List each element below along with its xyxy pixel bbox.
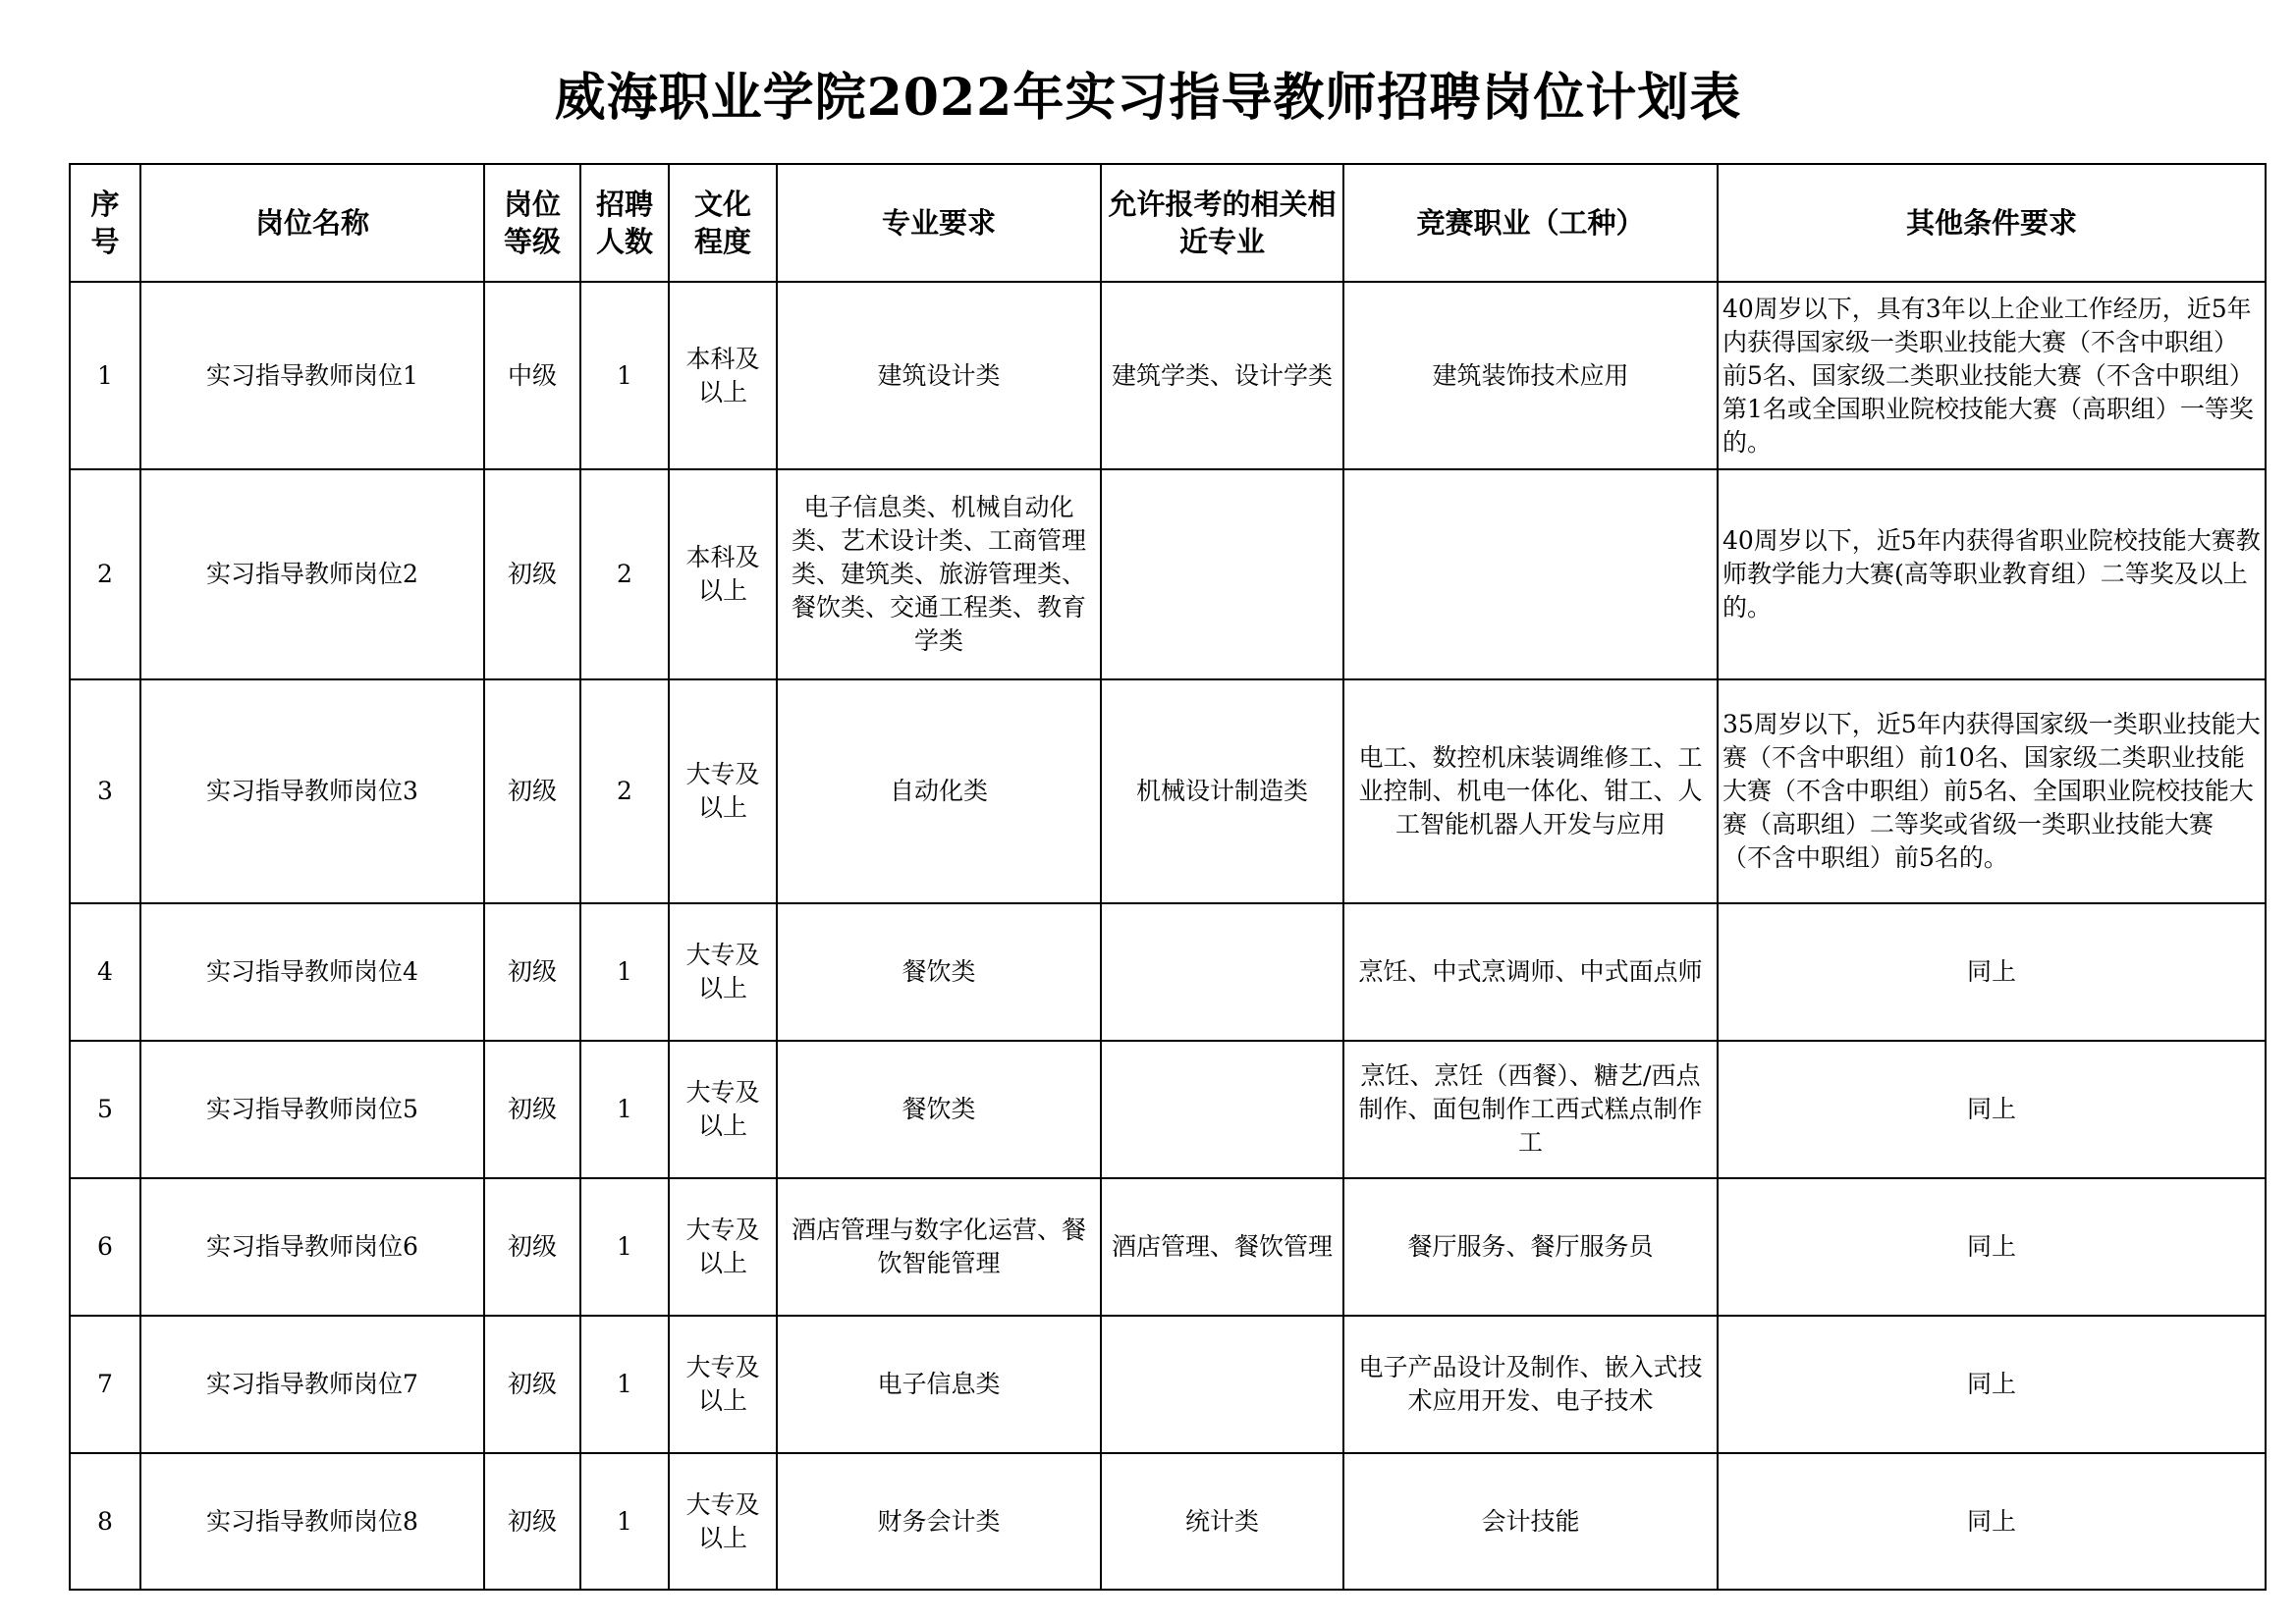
table-row — [70, 1041, 2266, 1178]
cell-name: 实习指导教师岗位3 — [140, 679, 484, 903]
cell-other: 35周岁以下，近5年内获得国家级一类职业技能大赛（不含中职组）前10名、国家级二类职业技能大赛（不含中职组）前5名、全国职业院校技能大赛（高职组）二等奖或省级一类职业技能大赛（不含中职组）前5名的。 — [1718, 679, 2266, 903]
cell-level: 初级 — [484, 1453, 580, 1590]
cell-level: 初级 — [484, 903, 580, 1041]
cell-count: 2 — [580, 679, 669, 903]
cell-level: 初级 — [484, 469, 580, 679]
cell-index: 7 — [70, 1316, 140, 1453]
table-row — [70, 1453, 2266, 1590]
cell-level: 初级 — [484, 1316, 580, 1453]
cell-related: 统计类 — [1101, 1453, 1343, 1590]
cell-other: 同上 — [1718, 1178, 2266, 1316]
cell-name: 实习指导教师岗位2 — [140, 469, 484, 679]
cell-count: 1 — [580, 1316, 669, 1453]
cell-education: 本科及以上 — [669, 469, 777, 679]
cell-level: 初级 — [484, 679, 580, 903]
cell-competition: 餐厅服务、餐厅服务员 — [1343, 1178, 1718, 1316]
cell-count: 1 — [580, 1453, 669, 1590]
cell-major: 电子信息类 — [777, 1316, 1101, 1453]
header-count: 招聘人数 — [580, 164, 669, 282]
cell-education: 大专及以上 — [669, 679, 777, 903]
cell-major: 餐饮类 — [777, 1041, 1101, 1178]
cell-related: 建筑学类、设计学类 — [1101, 282, 1343, 469]
cell-level: 初级 — [484, 1041, 580, 1178]
cell-name: 实习指导教师岗位1 — [140, 282, 484, 469]
cell-education: 大专及以上 — [669, 1178, 777, 1316]
cell-related — [1101, 903, 1343, 1041]
cell-major: 酒店管理与数字化运营、餐饮智能管理 — [777, 1178, 1101, 1316]
cell-name: 实习指导教师岗位5 — [140, 1041, 484, 1178]
cell-index: 3 — [70, 679, 140, 903]
cell-major: 餐饮类 — [777, 903, 1101, 1041]
cell-other: 同上 — [1718, 903, 2266, 1041]
header-related: 允许报考的相关相近专业 — [1101, 164, 1343, 282]
cell-related: 酒店管理、餐饮管理 — [1101, 1178, 1343, 1316]
cell-index: 8 — [70, 1453, 140, 1590]
table-row — [70, 1178, 2266, 1316]
cell-education: 大专及以上 — [669, 1316, 777, 1453]
cell-name: 实习指导教师岗位6 — [140, 1178, 484, 1316]
cell-other: 同上 — [1718, 1453, 2266, 1590]
cell-level: 初级 — [484, 1178, 580, 1316]
header-education: 文化程度 — [669, 164, 777, 282]
cell-other: 40周岁以下，近5年内获得省职业院校技能大赛教师教学能力大赛(高等职业教育组）二等奖及以上的。 — [1718, 469, 2266, 679]
cell-index: 1 — [70, 282, 140, 469]
cell-other: 40周岁以下，具有3年以上企业工作经历，近5年内获得国家级一类职业技能大赛（不含中职组）前5名、国家级二类职业技能大赛（不含中职组）第1名或全国职业院校技能大赛（高职组）一等奖的。 — [1718, 282, 2266, 469]
cell-other: 同上 — [1718, 1316, 2266, 1453]
cell-related: 机械设计制造类 — [1101, 679, 1343, 903]
cell-major: 自动化类 — [777, 679, 1101, 903]
cell-education: 大专及以上 — [669, 1041, 777, 1178]
cell-major: 建筑设计类 — [777, 282, 1101, 469]
table-row — [70, 679, 2266, 903]
table-row — [70, 469, 2266, 679]
cell-other: 同上 — [1718, 1041, 2266, 1178]
table-row — [70, 903, 2266, 1041]
header-competition: 竞赛职业（工种） — [1343, 164, 1718, 282]
cell-count: 2 — [580, 469, 669, 679]
recruitment-plan-table — [69, 163, 2267, 1591]
header-level: 岗位等级 — [484, 164, 580, 282]
table-row — [70, 282, 2266, 469]
cell-related — [1101, 1041, 1343, 1178]
cell-education: 本科及以上 — [669, 282, 777, 469]
cell-competition: 建筑装饰技术应用 — [1343, 282, 1718, 469]
cell-count: 1 — [580, 1041, 669, 1178]
cell-competition: 烹饪、中式烹调师、中式面点师 — [1343, 903, 1718, 1041]
cell-name: 实习指导教师岗位7 — [140, 1316, 484, 1453]
header-index: 序号 — [70, 164, 140, 282]
cell-competition: 电子产品设计及制作、嵌入式技术应用开发、电子技术 — [1343, 1316, 1718, 1453]
cell-index: 5 — [70, 1041, 140, 1178]
cell-competition: 烹饪、烹饪（西餐）、糖艺/西点制作、面包制作工西式糕点制作工 — [1343, 1041, 1718, 1178]
cell-competition: 会计技能 — [1343, 1453, 1718, 1590]
cell-index: 2 — [70, 469, 140, 679]
cell-related — [1101, 1316, 1343, 1453]
cell-name: 实习指导教师岗位4 — [140, 903, 484, 1041]
cell-count: 1 — [580, 903, 669, 1041]
cell-competition: 电工、数控机床装调维修工、工业控制、机电一体化、钳工、人工智能机器人开发与应用 — [1343, 679, 1718, 903]
cell-index: 6 — [70, 1178, 140, 1316]
cell-name: 实习指导教师岗位8 — [140, 1453, 484, 1590]
table-row — [70, 1316, 2266, 1453]
cell-major: 电子信息类、机械自动化类、艺术设计类、工商管理类、建筑类、旅游管理类、餐饮类、交通工程类、教育学类 — [777, 469, 1101, 679]
cell-education: 大专及以上 — [669, 1453, 777, 1590]
cell-index: 4 — [70, 903, 140, 1041]
cell-education: 大专及以上 — [669, 903, 777, 1041]
header-major: 专业要求 — [777, 164, 1101, 282]
cell-level: 中级 — [484, 282, 580, 469]
cell-count: 1 — [580, 282, 669, 469]
cell-related — [1101, 469, 1343, 679]
header-name: 岗位名称 — [140, 164, 484, 282]
cell-competition — [1343, 469, 1718, 679]
document-title: 威海职业学院2022年实习指导教师招聘岗位计划表 — [554, 68, 1742, 128]
header-other: 其他条件要求 — [1718, 164, 2266, 282]
cell-count: 1 — [580, 1178, 669, 1316]
header-row — [70, 164, 2266, 282]
cell-major: 财务会计类 — [777, 1453, 1101, 1590]
